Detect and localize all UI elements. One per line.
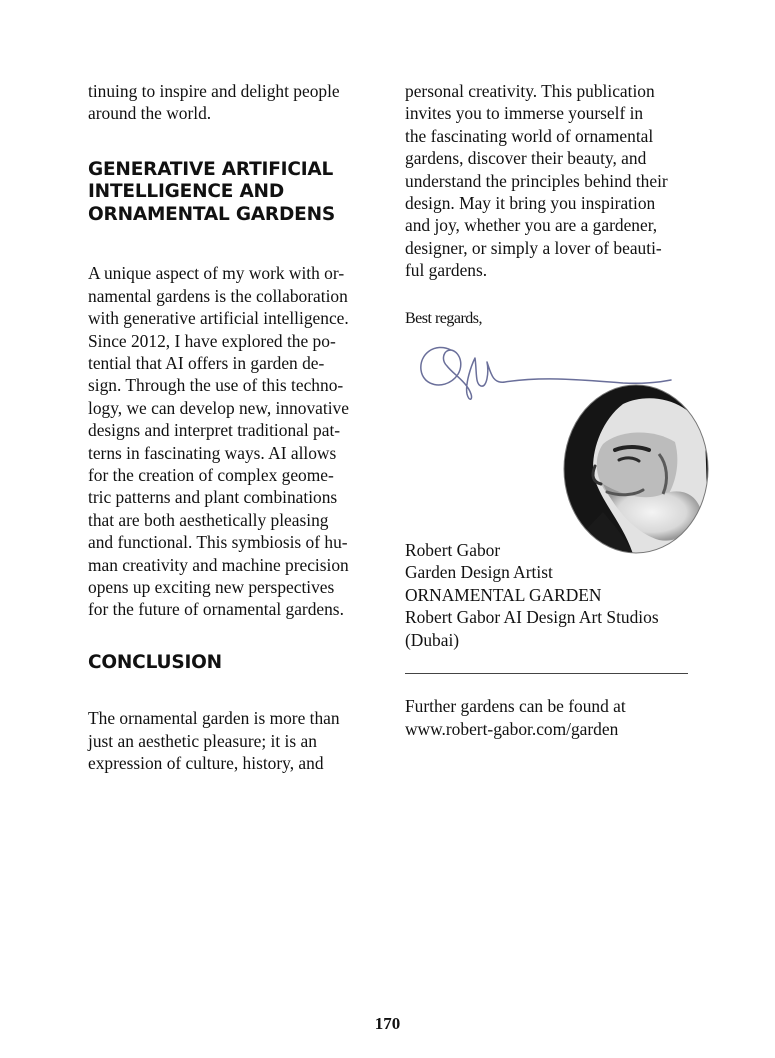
author-name: Robert Gabor <box>405 540 501 561</box>
left-column <box>88 80 370 775</box>
signature-area <box>405 330 690 545</box>
section-heading-generative-ai: GENERATIVE ARTIFICIAL INTELLIGENCE AND ORNAMENTAL GARDENS <box>88 158 335 225</box>
right-column <box>405 80 690 740</box>
author-info <box>405 539 690 651</box>
author-studio: Robert Gabor AI Design Art Studios <box>405 607 659 628</box>
conclusion-continued-paragraph: personal creativity. This publication invites you to immerse yourself in the fascinating world of ornamental gardens, discover their beauty, and understand the principles behind their design. May it bring you inspiration and joy, whether you are a gardener, designer, or simply a lover of beauti- ful gardens. <box>405 81 668 281</box>
closing-salutation: Best regards, <box>405 309 483 327</box>
author-location: (Dubai) <box>405 629 460 650</box>
author-label: ORNAMENTAL GARDEN <box>405 584 602 605</box>
page-number: 170 <box>374 1014 401 1033</box>
generative-ai-paragraph: A unique aspect of my work with or- namental gardens is the collaboration with generative artificial intelligence. Since 2012, I have explored the po- tential that AI offers in garden de- sign. Through the use of this techno- logy, we can develop new, innovative designs and interpret traditional pat- terns in fascinating ways. AI allows for the creation of complex geome- tric patterns and plant combinations that are both aesthetically pleasing and functional. This symbiosis of hu- man creativity and machine precision opens up exciting new perspectives for the future of ornamental gardens. <box>88 263 349 620</box>
intro-continuation-text: tinuing to inspire and delight people around the world. <box>88 81 340 124</box>
section-heading-conclusion: CONCLUSION <box>88 651 222 673</box>
further-gardens-note: Further gardens can be found at www.robert-gabor.com/garden <box>405 696 626 739</box>
author-portrait <box>563 384 709 554</box>
website-link[interactable]: www.robert-gabor.com/garden <box>405 718 619 739</box>
horizontal-divider <box>405 673 688 674</box>
author-role: Garden Design Artist <box>405 562 553 583</box>
conclusion-paragraph: The ornamental garden is more than just an aesthetic pleasure; it is an expression of culture, history, and <box>88 708 340 774</box>
